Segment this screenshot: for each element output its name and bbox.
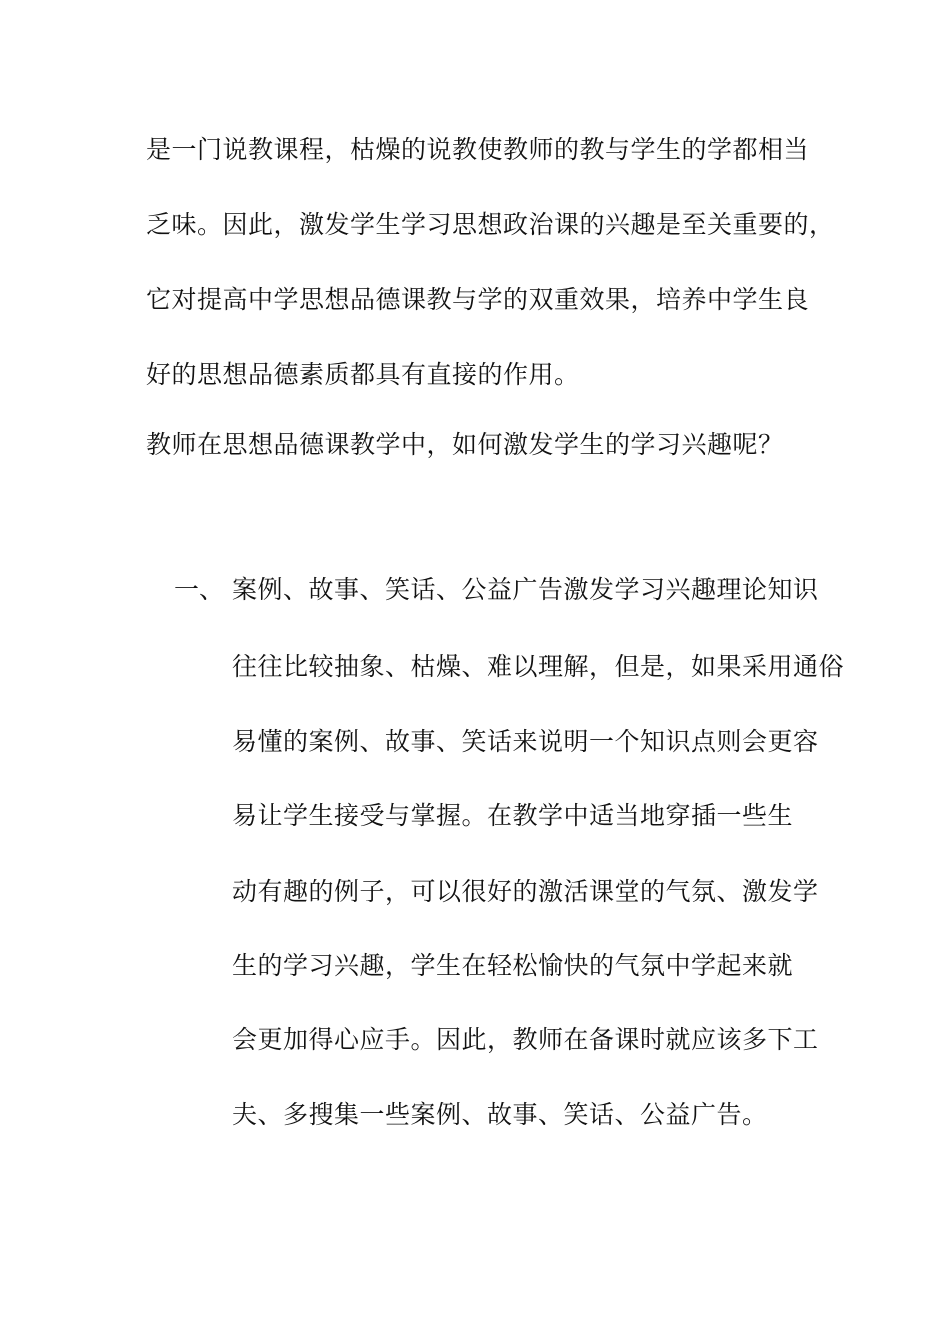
list-item-line: 夫、多搜集一些案例、故事、笑话、公益广告。	[232, 1100, 768, 1129]
list-item-line: 易懂的案例、故事、笑话来说明一个知识点则会更容	[232, 727, 819, 756]
list-marker: 一、	[174, 575, 225, 604]
list-item-line: 会更加得心应手。因此，教师在备课时就应该多下工	[232, 1025, 819, 1054]
list-item-line: 生的学习兴趣，学生在轻松愉快的气氛中学起来就	[232, 951, 794, 980]
list-item-line: 案例、故事、笑话、公益广告激发学习兴趣理论知识	[232, 575, 819, 604]
paragraph-line: 好的思想品德素质都具有直接的作用。	[146, 360, 580, 389]
paragraph-line: 是一门说教课程，枯燥的说教使教师的教与学生的学都相当	[146, 135, 810, 164]
paragraph-line: 它对提高中学思想品德课教与学的双重效果，培养中学生良	[146, 285, 810, 314]
list-item-line: 动有趣的例子，可以很好的激活课堂的气氛、激发学	[232, 877, 819, 906]
question-text: 教师在思想品德课教学中，如何激发学生的学习兴趣呢？	[146, 430, 784, 459]
list-item-line: 往往比较抽象、枯燥、难以理解，但是，如果采用通俗	[232, 652, 845, 681]
paragraph-line: 乏味。因此，激发学生学习思想政治课的兴趣是至关重要的，	[146, 210, 835, 239]
list-item-line: 易让学生接受与掌握。在教学中适当地穿插一些生	[232, 801, 794, 830]
